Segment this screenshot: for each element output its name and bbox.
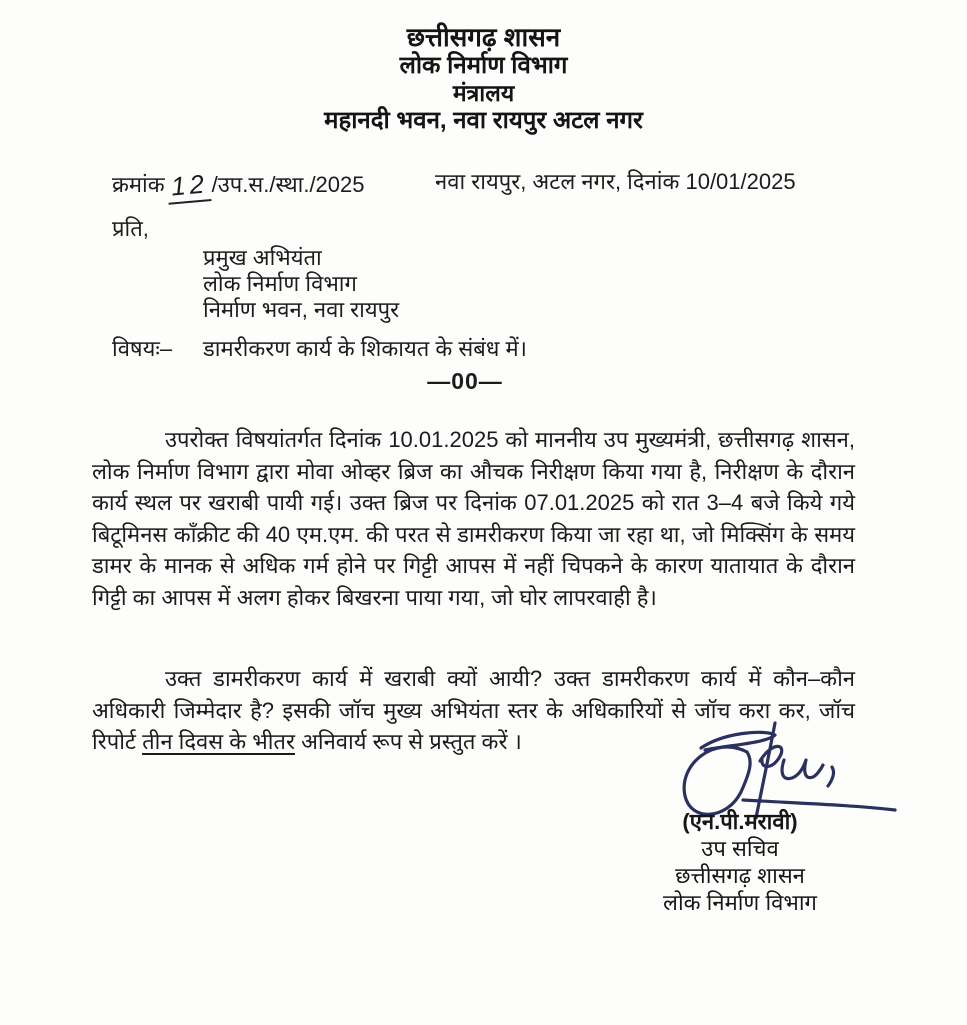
signature-comma: [828, 767, 833, 786]
signatory-org-department: लोक निर्माण विभाग: [663, 890, 817, 915]
signatory-block: [618, 808, 862, 916]
recipient-line: लोक निर्माण विभाग: [203, 271, 357, 296]
section-divider: —00—: [427, 368, 503, 394]
place-date-line: नवा रायपुर, अटल नगर, दिनांक 10/01/2025: [435, 169, 796, 194]
underlined-deadline-phrase: तीन दिवस के भीतर: [142, 729, 295, 754]
reference-number: [112, 168, 365, 201]
signature-oval-loop: [684, 747, 750, 814]
letterhead-address: महानदी भवन, नवा रायपुर अटल नगर: [324, 107, 643, 134]
letterhead-department: लोक निर्माण विभाग: [399, 52, 568, 79]
signature-u-strokes: [782, 760, 823, 779]
signature-ink-svg: [663, 720, 905, 822]
subject-text: डामरीकरण कार्य के शिकायत के संबंध में।: [203, 336, 527, 361]
reference-label: क्रमांक: [112, 172, 165, 197]
paragraph2-text-end: अनिवार्य रूप से प्रस्तुत करें ।: [294, 729, 522, 754]
letterhead-ministry: मंत्रालय: [452, 80, 515, 106]
signature-scribble: [663, 720, 905, 822]
signatory-designation: उप सचिव: [701, 836, 779, 861]
letterhead: [0, 22, 967, 135]
body-paragraph-1: उपरोक्त विषयांतर्गत दिनांक 10.01.2025 को माननीय उप मुख्यमंत्री, छत्तीसगढ़ शासन, लोक निर्माण विभाग द्वारा मोवा ओव्हर ब्रिज का औचक निरीक्षण किया गया है, निरीक्षण के दौरान कार्य स्थल पर खराबी पायी गई। उक्त ब्रिज पर दिनांक 07.01.2025 को रात 3–4 बजे किये गये बिटूमिनस कॉंक्रीट की 40 एम.एम. की परत से डामरीकरण किया जा रहा था, जो मिक्सिंग के समय डामर के मानक से अधिक गर्म होने पर गिट्टी आपस में नहीं चिपकने के कारण यातायात के दौरान गिट्टी का आपस में अलग होकर बिखरना पाया गया, जो घोर लापरवाही है।: [92, 427, 855, 610]
subject-label: विषयः–: [112, 336, 173, 361]
signatory-name: (एन.पी.मरावी): [682, 809, 798, 834]
reference-number-suffix: /उप.स./स्था./2025: [211, 172, 365, 197]
signature-vertical-stroke: [756, 723, 775, 818]
signature-mid-loop: [760, 746, 782, 766]
recipient-salutation: प्रति,: [112, 216, 149, 241]
paragraph2-text-start: उक्त डामरीकरण कार्य में खराबी क्यों आयी? उक्त डामरीकरण कार्य में कौन–कौन अधिकारी जिम्मेदार है? इसकी जॉच मुख्य अभियंता स्तर के अधिकारियों से जॉच करा कर, जॉच रिपोर्ट: [92, 666, 855, 754]
recipient-block: [203, 245, 399, 323]
letterhead-government: छत्तीसगढ़ शासन: [406, 22, 561, 52]
recipient-line: निर्माण भवन, नवा रायपुर: [203, 297, 400, 322]
subject-row: [112, 333, 855, 363]
reference-handwritten-number: 12: [165, 168, 211, 205]
recipient-line: प्रमुख अभियंता: [203, 245, 322, 270]
signatory-org-government: छत्तीसगढ़ शासन: [675, 863, 805, 888]
